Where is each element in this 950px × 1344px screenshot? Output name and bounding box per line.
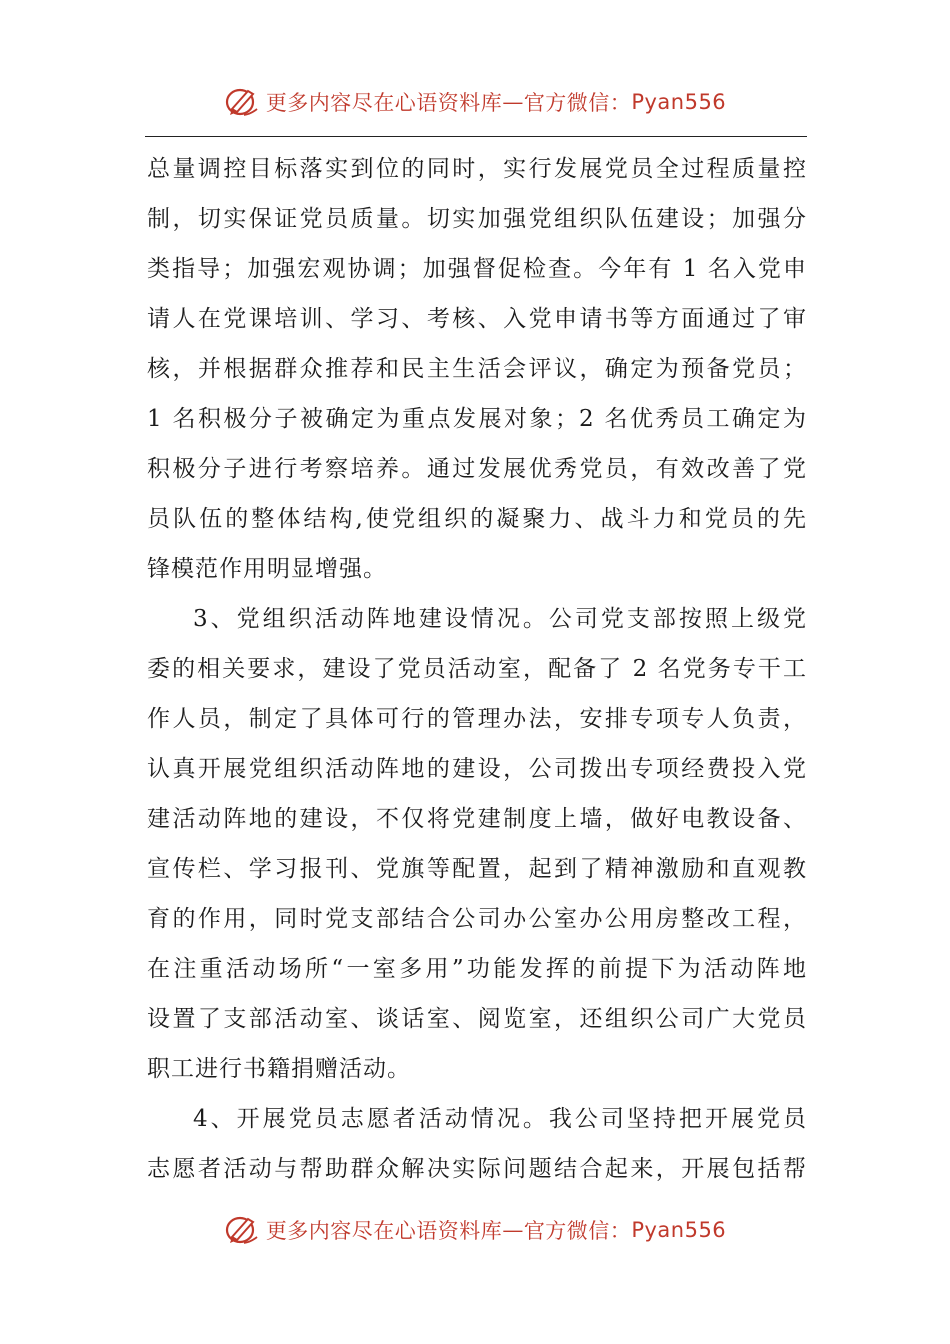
header-divider: [145, 136, 807, 137]
text-line: 类指导；加强宏观协调；加强督促检查。今年有 1 名入党申: [147, 256, 807, 282]
text-line: 育的作用，同时党支部结合公司办公室办公用房整改工程，: [147, 906, 807, 932]
header-wechat-label: 官方微信：: [523, 91, 632, 115]
text-line: 员队伍的整体结构,使党组织的凝聚力、战斗力和党员的先: [147, 506, 807, 532]
text-line: 设置了支部活动室、谈话室、阅览室，还组织公司广大党员: [147, 1006, 807, 1032]
text-line: 请人在党课培训、学习、考核、入党申请书等方面通过了审: [147, 306, 807, 332]
text-line: 建活动阵地的建设，不仅将党建制度上墙，做好电教设备、: [147, 806, 807, 832]
header-site-name: 更多内容尽在心语资料库: [265, 91, 503, 115]
header-wechat-id: Pyan556: [631, 90, 727, 114]
footer-banner: [0, 1210, 950, 1250]
text-line: 核，并根据群众推荐和民主生活会评议，确定为预备党员；: [147, 356, 807, 382]
document-body: [147, 144, 807, 1194]
paragraph-start: 4、开展党员志愿者活动情况。我公司坚持把开展党员: [193, 1106, 807, 1132]
footer-site-name: 更多内容尽在心语资料库: [265, 1219, 503, 1243]
text-line: 积极分子进行考察培养。通过发展优秀党员，有效改善了党: [147, 456, 807, 482]
footer-wechat-id: Pyan556: [631, 1218, 727, 1242]
paragraph-start: 3、党组织活动阵地建设情况。公司党支部按照上级党: [193, 606, 807, 632]
text-line: 认真开展党组织活动阵地的建设，公司拨出专项经费投入党: [147, 756, 807, 782]
pen-logo-icon: [224, 85, 260, 119]
header-banner: [0, 82, 950, 122]
text-line: 锋模范作用明显增强。: [147, 556, 387, 582]
text-line: 总量调控目标落实到位的同时，实行发展党员全过程质量控: [147, 156, 807, 182]
text-line: 志愿者活动与帮助群众解决实际问题结合起来，开展包括帮: [147, 1156, 807, 1182]
text-line: 在注重活动场所“一室多用”功能发挥的前提下为活动阵地: [147, 956, 807, 982]
text-line: 1 名积极分子被确定为重点发展对象；2 名优秀员工确定为: [147, 406, 807, 432]
footer-wechat-label: 官方微信：: [523, 1219, 632, 1243]
text-line: 制，切实保证党员质量。切实加强党组织队伍建设；加强分: [147, 206, 807, 232]
text-line: 委的相关要求，建设了党员活动室，配备了 2 名党务专干工: [147, 656, 807, 682]
text-line: 宣传栏、学习报刊、党旗等配置，起到了精神激励和直观教: [147, 856, 807, 882]
header-dash: —: [502, 90, 524, 114]
pen-logo-icon: [224, 1213, 260, 1247]
text-line: 职工进行书籍捐赠活动。: [147, 1056, 411, 1082]
text-line: 作人员，制定了具体可行的管理办法，安排专项专人负责，: [147, 706, 807, 732]
footer-dash: —: [502, 1218, 524, 1242]
